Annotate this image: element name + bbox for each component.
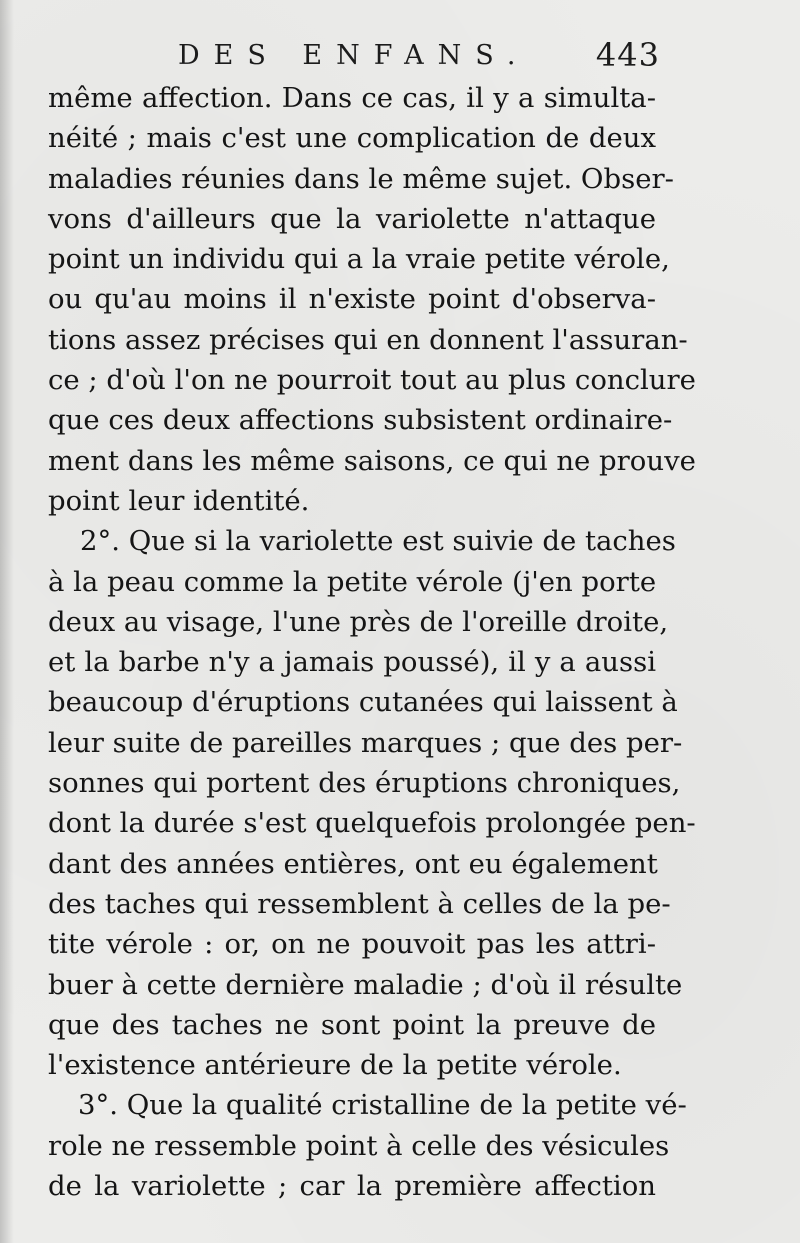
paragraph-start: 2°. Que si la variolette est suivie de taches — [80, 525, 676, 558]
text-line: role ne ressemble point à celle des vésicules — [48, 1129, 670, 1162]
text-line: deux au visage, l'une près de l'oreille droite, — [48, 605, 669, 638]
text-line: dont la durée s'est quelquefois prolongée pen- — [48, 807, 696, 840]
text-line: point un individu qui a la vraie petite vérole, — [48, 243, 670, 276]
page-number: 443 — [595, 36, 660, 74]
paragraph-start: 3°. Que la qualité cristalline de la petite vé- — [78, 1089, 687, 1122]
text-line: de la variolette ; car la première affection — [48, 1170, 656, 1203]
text-line: maladies réunies dans le même sujet. Obser- — [48, 162, 674, 195]
text-line: ment dans les même saisons, ce qui ne prouve — [48, 444, 696, 477]
text-line: leur suite de pareilles marques ; que des per- — [48, 726, 683, 759]
text-line: à la peau comme la petite vérole (j'en porte — [48, 565, 657, 598]
text-line: des taches qui ressemblent à celles de la pe- — [48, 887, 671, 920]
page-gutter-shadow — [0, 0, 14, 1243]
text-line: vons d'ailleurs que la variolette n'attaque — [48, 202, 656, 235]
text-line: néité ; mais c'est une complication de deux — [48, 122, 656, 155]
text-line: buer à cette dernière maladie ; d'où il résulte — [48, 968, 683, 1001]
text-line: dant des années entières, ont eu également — [48, 847, 658, 880]
text-line: l'existence antérieure de la petite vérole. — [48, 1049, 622, 1082]
text-line: point leur identité. — [48, 484, 310, 517]
text-line: ce ; d'où l'on ne pourroit tout au plus conclure — [48, 364, 696, 397]
text-line: beaucoup d'éruptions cutanées qui laissent à — [48, 686, 678, 719]
text-line: et la barbe n'y a jamais poussé), il y a aussi — [48, 646, 656, 679]
text-line: tions assez précises qui en donnent l'assuran- — [48, 323, 688, 356]
text-line: sonnes qui portent des éruptions chroniques, — [48, 767, 681, 800]
running-title: DES ENFANS. — [178, 40, 530, 71]
text-line: même affection. Dans ce cas, il y a simulta- — [48, 82, 656, 114]
text-line: tite vérole : or, on ne pouvoit pas les attri- — [48, 928, 656, 961]
text-line: que des taches ne sont point la preuve de — [48, 1008, 656, 1041]
text-line: ou qu'au moins il n'existe point d'observa- — [48, 283, 656, 316]
body-text — [48, 78, 696, 1206]
text-line: que ces deux affections subsistent ordinaire- — [48, 404, 673, 437]
running-head — [48, 34, 658, 84]
